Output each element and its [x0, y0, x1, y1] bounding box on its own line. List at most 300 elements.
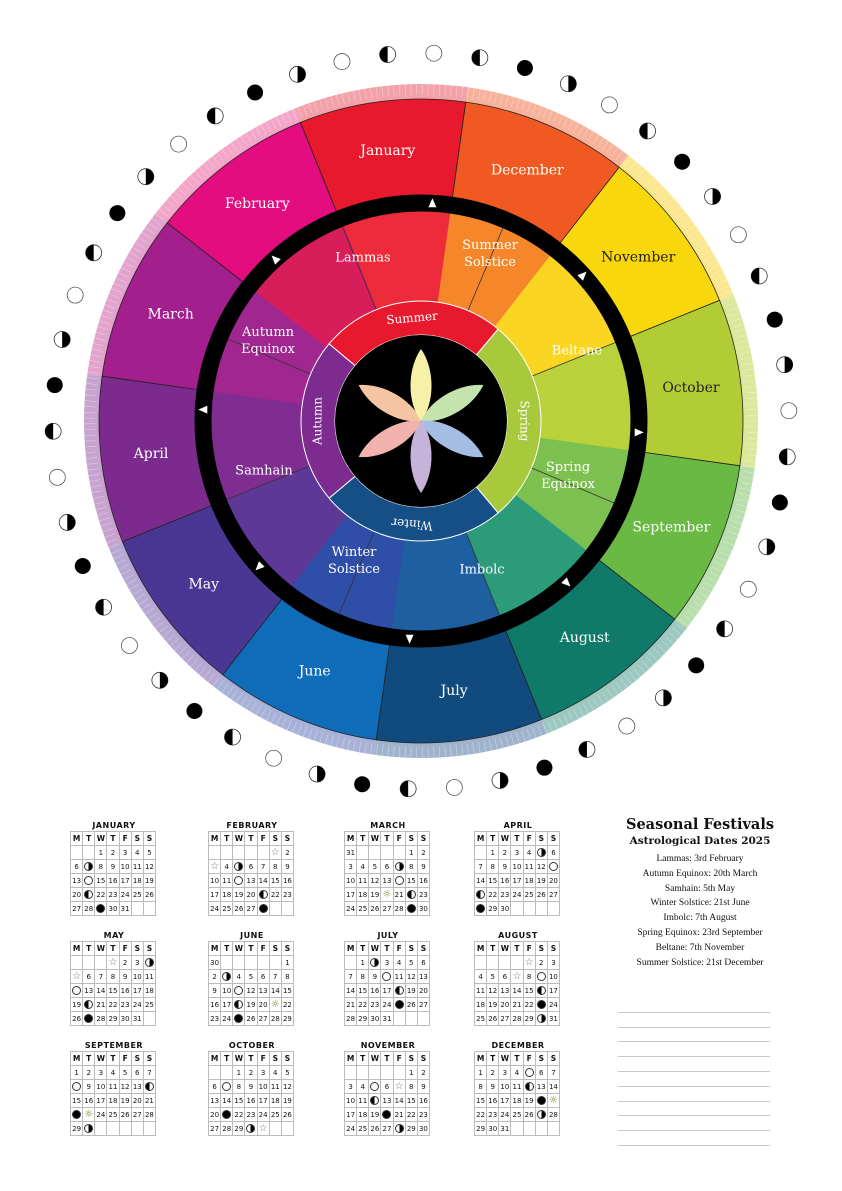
- day-cell: 9: [369, 970, 381, 984]
- season-label: Spring: [517, 400, 532, 442]
- weekday-header: T: [245, 832, 257, 846]
- day-cell: 11: [475, 984, 487, 998]
- day-marker: [523, 1066, 535, 1080]
- star-icon: ☆: [524, 957, 534, 968]
- month-label: July: [440, 682, 468, 699]
- day-cell: 24: [345, 902, 357, 916]
- moon-full-icon: [84, 876, 93, 885]
- day-cell: 2: [107, 846, 119, 860]
- day-cell: 10: [119, 860, 131, 874]
- month-calendar: [474, 1040, 562, 1136]
- day-cell: [369, 1066, 381, 1080]
- weekday-header: S: [547, 1052, 559, 1066]
- moon-lq-icon: [234, 1000, 243, 1009]
- day-cell: 16: [369, 984, 381, 998]
- day-cell: [547, 902, 559, 916]
- day-cell: [281, 1122, 293, 1136]
- day-cell: 27: [499, 1012, 511, 1026]
- moon-phase-icon: [492, 772, 508, 788]
- weekday-header: W: [369, 1052, 381, 1066]
- day-cell: 14: [393, 1094, 405, 1108]
- day-cell: 15: [107, 984, 119, 998]
- moon-new-icon: [234, 1014, 243, 1023]
- weekday-header: M: [475, 942, 487, 956]
- moon-new-icon: [259, 904, 268, 913]
- weekday-header: T: [381, 832, 393, 846]
- moon-phase-icon: [779, 449, 795, 465]
- weekday-header: S: [143, 942, 155, 956]
- day-cell: [245, 956, 257, 970]
- weekday-header: T: [107, 942, 119, 956]
- moon-new-icon: [407, 904, 416, 913]
- day-cell: 11: [131, 860, 143, 874]
- day-cell: 2: [83, 1066, 95, 1080]
- day-cell: [345, 956, 357, 970]
- day-cell: 16: [119, 984, 131, 998]
- day-cell: 9: [499, 860, 511, 874]
- day-cell: 14: [269, 984, 281, 998]
- note-line[interactable]: [618, 1116, 770, 1131]
- day-cell: 22: [281, 998, 293, 1012]
- day-cell: 31: [381, 1012, 393, 1026]
- weekday-header: M: [209, 832, 221, 846]
- moon-phase-icon: [781, 403, 797, 419]
- day-cell: 18: [357, 888, 369, 902]
- note-line[interactable]: [618, 998, 770, 1013]
- day-cell: 26: [119, 1108, 131, 1122]
- day-cell: 16: [107, 874, 119, 888]
- moon-fq-icon: [537, 1110, 546, 1119]
- festival-label: Imbolc: [459, 562, 505, 578]
- day-cell: 27: [417, 998, 429, 1012]
- day-cell: 13: [257, 984, 269, 998]
- weekday-header: M: [475, 832, 487, 846]
- weekday-header: S: [405, 1052, 417, 1066]
- festival-date: Summer Solstice: 21st December: [636, 957, 764, 968]
- day-cell: 3: [511, 846, 523, 860]
- moon-new-icon: [395, 1000, 404, 1009]
- day-cell: 8: [523, 970, 535, 984]
- day-cell: 6: [131, 1066, 143, 1080]
- day-cell: 19: [369, 888, 381, 902]
- day-marker: [369, 956, 381, 970]
- moon-full-icon: [525, 1068, 534, 1077]
- moon-phase-icon: [59, 514, 75, 530]
- day-cell: 23: [119, 998, 131, 1012]
- day-cell: 9: [417, 860, 429, 874]
- day-cell: 21: [393, 888, 405, 902]
- day-cell: 5: [143, 846, 155, 860]
- day-cell: 19: [281, 1094, 293, 1108]
- day-cell: [369, 846, 381, 860]
- day-cell: 20: [71, 888, 83, 902]
- weekday-header: S: [269, 832, 281, 846]
- day-cell: 8: [405, 860, 417, 874]
- star-icon: ☆: [72, 971, 82, 982]
- month-calendar: [474, 820, 562, 916]
- weekday-header: W: [499, 832, 511, 846]
- day-cell: 7: [95, 970, 107, 984]
- day-cell: 3: [119, 846, 131, 860]
- day-cell: 7: [143, 1066, 155, 1080]
- day-cell: 22: [487, 888, 499, 902]
- day-cell: 24: [499, 1108, 511, 1122]
- moon-lq-icon: [259, 890, 268, 899]
- day-cell: 29: [523, 1012, 535, 1026]
- weekday-header: T: [381, 1052, 393, 1066]
- month-label: January: [360, 143, 416, 160]
- note-line[interactable]: [618, 1087, 770, 1102]
- day-cell: 14: [475, 874, 487, 888]
- day-cell: 12: [405, 970, 417, 984]
- day-cell: 6: [381, 1080, 393, 1094]
- day-cell: 12: [535, 860, 547, 874]
- festival-label: Summer Solstice: [462, 238, 518, 270]
- day-marker: [381, 1108, 393, 1122]
- day-cell: 2: [119, 956, 131, 970]
- weekday-header: S: [535, 1052, 547, 1066]
- festival-label: Winter Solstice: [328, 545, 380, 577]
- day-marker: [393, 984, 405, 998]
- day-cell: 11: [357, 1094, 369, 1108]
- month-label: May: [188, 576, 220, 593]
- weekday-header: M: [71, 1052, 83, 1066]
- day-cell: 23: [499, 888, 511, 902]
- month-calendar: [474, 930, 562, 1026]
- day-cell: 15: [357, 984, 369, 998]
- day-marker: [71, 1108, 83, 1122]
- day-cell: 11: [393, 970, 405, 984]
- weekday-header: M: [71, 832, 83, 846]
- calendar-month-title: MARCH: [370, 821, 406, 830]
- day-cell: [233, 956, 245, 970]
- note-line[interactable]: [618, 1072, 770, 1087]
- day-cell: 18: [523, 874, 535, 888]
- day-cell: 6: [381, 860, 393, 874]
- day-cell: [535, 1122, 547, 1136]
- day-cell: 31: [499, 1122, 511, 1136]
- day-cell: 17: [381, 984, 393, 998]
- day-cell: 24: [381, 998, 393, 1012]
- day-cell: 24: [547, 998, 559, 1012]
- day-marker: [393, 860, 405, 874]
- day-cell: 23: [107, 888, 119, 902]
- day-cell: 8: [475, 1080, 487, 1094]
- moon-phase-icon: [290, 66, 306, 82]
- day-marker: [83, 1108, 95, 1122]
- festivals-panel: [612, 816, 788, 970]
- weekday-header: S: [405, 942, 417, 956]
- day-cell: [405, 1012, 417, 1026]
- moon-lq-icon: [84, 890, 93, 899]
- day-cell: 19: [487, 998, 499, 1012]
- day-cell: 13: [417, 970, 429, 984]
- month-label: November: [601, 249, 676, 266]
- moon-new-icon: [537, 1096, 546, 1105]
- day-cell: 20: [417, 984, 429, 998]
- festival-label: Lammas: [335, 250, 391, 266]
- weekday-header: T: [487, 942, 499, 956]
- season-label: Summer: [385, 308, 439, 328]
- weekday-header: M: [209, 942, 221, 956]
- day-cell: [71, 846, 83, 860]
- day-cell: 13: [83, 984, 95, 998]
- moon-full-icon: [72, 1082, 81, 1091]
- day-cell: [221, 1066, 233, 1080]
- day-marker: [233, 874, 245, 888]
- day-cell: 4: [475, 970, 487, 984]
- note-line[interactable]: [618, 1131, 770, 1146]
- weekday-header: M: [475, 1052, 487, 1066]
- day-cell: 8: [357, 970, 369, 984]
- day-cell: [131, 1122, 143, 1136]
- moon-phase-icon: [705, 188, 721, 204]
- day-cell: [131, 902, 143, 916]
- month-label: April: [133, 446, 169, 463]
- day-marker: [269, 998, 281, 1012]
- weekday-header: T: [357, 1052, 369, 1066]
- day-cell: 10: [345, 1094, 357, 1108]
- moon-full-icon: [537, 972, 546, 981]
- moon-phase-icon: [49, 469, 65, 485]
- day-cell: [393, 1066, 405, 1080]
- festival-date: Beltane: 7th November: [655, 942, 745, 953]
- day-cell: 19: [233, 888, 245, 902]
- moon-phase-icon: [751, 268, 767, 284]
- weekday-header: S: [535, 832, 547, 846]
- moon-phase-icon: [186, 703, 202, 719]
- day-cell: [487, 956, 499, 970]
- day-cell: 3: [499, 1066, 511, 1080]
- festival-label: Spring Equinox: [541, 460, 595, 492]
- day-cell: 10: [257, 1080, 269, 1094]
- weekday-header: F: [523, 832, 535, 846]
- moon-phase-icon: [152, 672, 168, 688]
- weekday-header: F: [393, 1052, 405, 1066]
- festival-label: Autumn Equinox: [241, 325, 295, 357]
- day-cell: 6: [245, 860, 257, 874]
- moon-phase-icon: [759, 539, 775, 555]
- moon-lq-icon: [370, 1096, 379, 1105]
- day-cell: 6: [535, 1066, 547, 1080]
- day-cell: 4: [107, 1066, 119, 1080]
- moon-full-icon: [370, 1082, 379, 1091]
- moon-phase-icon: [86, 245, 102, 261]
- weekday-header: M: [209, 1052, 221, 1066]
- day-marker: [535, 984, 547, 998]
- day-cell: 10: [511, 860, 523, 874]
- calendar-month-title: JULY: [377, 931, 399, 940]
- day-cell: 25: [143, 998, 155, 1012]
- day-cell: 14: [345, 984, 357, 998]
- day-cell: 26: [369, 1122, 381, 1136]
- day-cell: 29: [487, 902, 499, 916]
- moon-phase-icon: [75, 558, 91, 574]
- day-cell: 25: [221, 902, 233, 916]
- star-icon: ☆: [210, 861, 220, 872]
- day-cell: 6: [209, 1080, 221, 1094]
- day-cell: 18: [475, 998, 487, 1012]
- day-cell: 19: [405, 984, 417, 998]
- weekday-header: S: [547, 942, 559, 956]
- day-cell: 12: [487, 984, 499, 998]
- day-cell: [257, 846, 269, 860]
- day-cell: 30: [499, 902, 511, 916]
- day-cell: [269, 902, 281, 916]
- day-cell: 20: [257, 998, 269, 1012]
- day-cell: 1: [233, 1066, 245, 1080]
- weekday-header: S: [269, 1052, 281, 1066]
- day-cell: 4: [269, 1066, 281, 1080]
- day-cell: 13: [245, 874, 257, 888]
- moon-fq-icon: [395, 862, 404, 871]
- day-cell: 4: [233, 970, 245, 984]
- day-cell: [357, 846, 369, 860]
- note-line[interactable]: [618, 1013, 770, 1028]
- weekday-header: S: [131, 942, 143, 956]
- day-cell: 11: [523, 860, 535, 874]
- day-cell: 7: [345, 970, 357, 984]
- day-cell: 22: [95, 888, 107, 902]
- day-cell: 4: [131, 846, 143, 860]
- day-cell: 5: [487, 970, 499, 984]
- day-cell: 19: [71, 998, 83, 1012]
- day-cell: 15: [95, 874, 107, 888]
- note-line[interactable]: [618, 1102, 770, 1117]
- day-cell: 1: [405, 846, 417, 860]
- festival-label: Samhain: [235, 463, 293, 479]
- month-label: August: [559, 630, 610, 647]
- day-cell: 17: [345, 1108, 357, 1122]
- weekday-header: W: [233, 942, 245, 956]
- day-cell: 1: [95, 846, 107, 860]
- day-cell: 19: [119, 1094, 131, 1108]
- day-cell: [357, 1066, 369, 1080]
- day-cell: 15: [405, 1094, 417, 1108]
- weekday-header: T: [221, 832, 233, 846]
- weekday-header: M: [71, 942, 83, 956]
- day-cell: 18: [511, 1094, 523, 1108]
- day-cell: 22: [269, 888, 281, 902]
- day-cell: 17: [547, 984, 559, 998]
- day-cell: 18: [221, 888, 233, 902]
- day-cell: [83, 956, 95, 970]
- weekday-header: T: [357, 832, 369, 846]
- day-cell: [511, 1122, 523, 1136]
- star-icon: ☆: [270, 847, 280, 858]
- day-cell: 22: [357, 998, 369, 1012]
- moon-new-icon: [72, 1110, 81, 1119]
- day-cell: 11: [511, 1080, 523, 1094]
- day-cell: 13: [381, 1094, 393, 1108]
- weekday-header: T: [107, 832, 119, 846]
- day-cell: 19: [523, 1094, 535, 1108]
- moon-fq-icon: [84, 1124, 93, 1133]
- day-marker: [535, 1012, 547, 1026]
- day-cell: 26: [233, 902, 245, 916]
- day-marker: [535, 970, 547, 984]
- day-marker: [535, 1094, 547, 1108]
- day-cell: 27: [71, 902, 83, 916]
- day-marker: [475, 902, 487, 916]
- day-cell: 16: [281, 874, 293, 888]
- moon-lq-icon: [395, 986, 404, 995]
- day-cell: 2: [281, 846, 293, 860]
- day-cell: 8: [405, 1080, 417, 1094]
- moon-new-icon: [476, 904, 485, 913]
- moon-fq-icon: [222, 972, 231, 981]
- day-cell: 30: [417, 902, 429, 916]
- day-marker: [547, 1094, 559, 1108]
- day-cell: [209, 1066, 221, 1080]
- weekday-header: S: [405, 832, 417, 846]
- flower-center: [335, 335, 507, 507]
- moon-phase-icon: [334, 54, 350, 70]
- day-cell: 31: [547, 1012, 559, 1026]
- day-cell: 21: [95, 998, 107, 1012]
- day-cell: 16: [487, 1094, 499, 1108]
- note-line[interactable]: [618, 1042, 770, 1057]
- day-cell: 13: [209, 1094, 221, 1108]
- day-cell: 20: [499, 998, 511, 1012]
- day-cell: 14: [95, 984, 107, 998]
- day-cell: 24: [131, 998, 143, 1012]
- day-marker: [209, 860, 221, 874]
- weekday-header: S: [143, 832, 155, 846]
- moon-lq-icon: [537, 986, 546, 995]
- moon-phase-icon: [109, 205, 125, 221]
- day-cell: 31: [131, 1012, 143, 1026]
- day-cell: 24: [119, 888, 131, 902]
- moon-full-icon: [234, 876, 243, 885]
- weekday-header: S: [269, 942, 281, 956]
- notes-lines: [618, 998, 770, 1146]
- note-line[interactable]: [618, 1057, 770, 1072]
- day-cell: 14: [221, 1094, 233, 1108]
- day-cell: 26: [369, 902, 381, 916]
- day-cell: 18: [269, 1094, 281, 1108]
- moon-lq-icon: [407, 890, 416, 899]
- day-cell: 13: [535, 1080, 547, 1094]
- weekday-header: M: [345, 1052, 357, 1066]
- day-marker: [535, 846, 547, 860]
- day-cell: 25: [107, 1108, 119, 1122]
- note-line[interactable]: [618, 1028, 770, 1043]
- day-cell: 12: [143, 860, 155, 874]
- day-cell: 30: [417, 1122, 429, 1136]
- day-cell: 11: [269, 1080, 281, 1094]
- weekday-header: T: [511, 832, 523, 846]
- moon-phase-icon: [674, 154, 690, 170]
- day-cell: 3: [257, 1066, 269, 1080]
- day-cell: 5: [369, 860, 381, 874]
- day-cell: 30: [209, 956, 221, 970]
- calendar-month-title: JANUARY: [92, 821, 136, 830]
- moon-phase-icon: [47, 377, 63, 393]
- day-cell: 15: [487, 874, 499, 888]
- sun-icon: ☼: [84, 1109, 94, 1120]
- season-label: Winter: [390, 515, 434, 533]
- day-cell: 28: [345, 1012, 357, 1026]
- calendar-month-title: MAY: [103, 931, 125, 940]
- festival-date: Samhain: 5th May: [664, 883, 736, 894]
- moon-phase-icon: [54, 331, 70, 347]
- day-cell: 27: [209, 1122, 221, 1136]
- day-cell: 24: [95, 1108, 107, 1122]
- day-cell: 10: [209, 874, 221, 888]
- day-cell: 29: [475, 1122, 487, 1136]
- day-cell: 17: [499, 1094, 511, 1108]
